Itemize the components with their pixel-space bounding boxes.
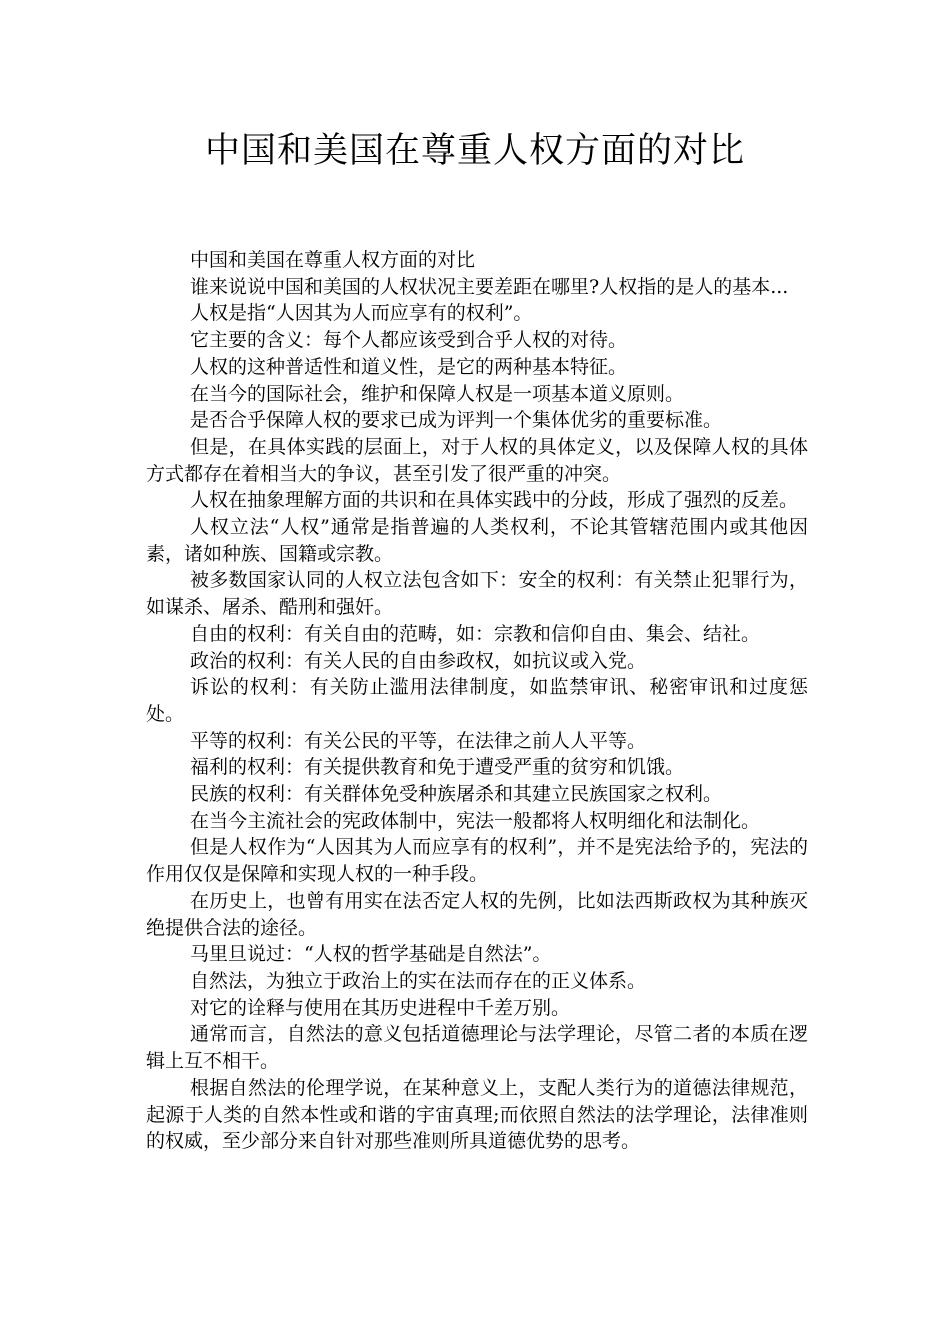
paragraph: 对它的诠释与使用在其历史进程中千差万别。 — [190, 996, 571, 1019]
paragraph: 福利的权利：有关提供教育和免于遭受严重的贫穷和饥饿。 — [190, 756, 685, 779]
paragraph: 中国和美国在尊重人权方面的对比 — [190, 249, 476, 271]
paragraph: 谁来说说中国和美国的人权状况主要差距在哪里?人权指的是人的基本... — [190, 275, 789, 298]
paragraph: 平等的权利：有关公民的平等，在法律之前人人平等。 — [190, 729, 647, 752]
paragraph: 人权在抽象理解方面的共识和在具体实践中的分歧，形成了强烈的反差。 — [190, 489, 799, 512]
paragraph: 马里旦说过：“人权的哲学基础是自然法”。 — [190, 943, 552, 966]
paragraph: 诉讼的权利：有关防止滥用法律制度，如监禁审讯、秘密审讯和过度惩处。 — [146, 676, 808, 725]
paragraph: 自然法，为独立于政治上的实在法而存在的正义体系。 — [190, 969, 647, 992]
paragraph: 人权是指“人因其为人而应享有的权利”。 — [190, 302, 533, 325]
paragraph: 被多数国家认同的人权立法包含如下：安全的权利：有关禁止犯罪行为，如谋杀、屠杀、酷刑和强奸。 — [146, 569, 808, 619]
paragraph: 人权立法“人权”通常是指普遍的人类权利，不论其管辖范围内或其他因素，诸如种族、国籍或宗教。 — [146, 516, 808, 565]
paragraph: 在当今的国际社会，维护和保障人权是一项基本道义原则。 — [190, 382, 685, 405]
paragraph: 人权的这种普适性和道义性，是它的两种基本特征。 — [190, 355, 628, 378]
paragraph: 通常而言，自然法的意义包括道德理论与法学理论，尽管二者的本质在逻辑上互不相干。 — [146, 1023, 808, 1073]
paragraph: 在历史上，也曾有用实在法否定人权的先例，比如法西斯政权为其种族灭绝提供合法的途径。 — [146, 889, 808, 939]
paragraph: 但是人权作为“人因其为人而应享有的权利”，并不是宪法给予的，宪法的作用仅仅是保障和实现人权的一种手段。 — [146, 836, 808, 886]
paragraph: 民族的权利：有关群体免受种族屠杀和其建立民族国家之权利。 — [190, 783, 723, 806]
paragraph: 在当今主流社会的宪政体制中，宪法一般都将人权明细化和法制化。 — [190, 809, 761, 832]
paragraph: 是否合乎保障人权的要求已成为评判一个集体优劣的重要标准。 — [190, 409, 723, 432]
paragraph: 自由的权利：有关自由的范畴，如：宗教和信仰自由、集会、结社。 — [190, 622, 761, 645]
paragraph: 它主要的含义：每个人都应该受到合乎人权的对待。 — [190, 329, 628, 352]
paragraph: 但是，在具体实践的层面上，对于人权的具体定义，以及保障人权的具体方式都存在着相当大的争议，甚至引发了很严重的冲突。 — [146, 435, 808, 485]
paragraph: 根据自然法的伦理学说，在某种意义上，支配人类行为的道德法律规范，起源于人类的自然本性或和谐的宇宙真理;而依照自然法的法学理论，法律准则的权威，至少部分来自针对那些准则所具道德优势的思考。 — [146, 1076, 808, 1153]
document-body — [146, 247, 808, 1155]
document-title: 中国和美国在尊重人权方面的对比 — [204, 131, 745, 171]
paragraph: 政治的权利：有关人民的自由参政权，如抗议或入党。 — [190, 649, 647, 672]
